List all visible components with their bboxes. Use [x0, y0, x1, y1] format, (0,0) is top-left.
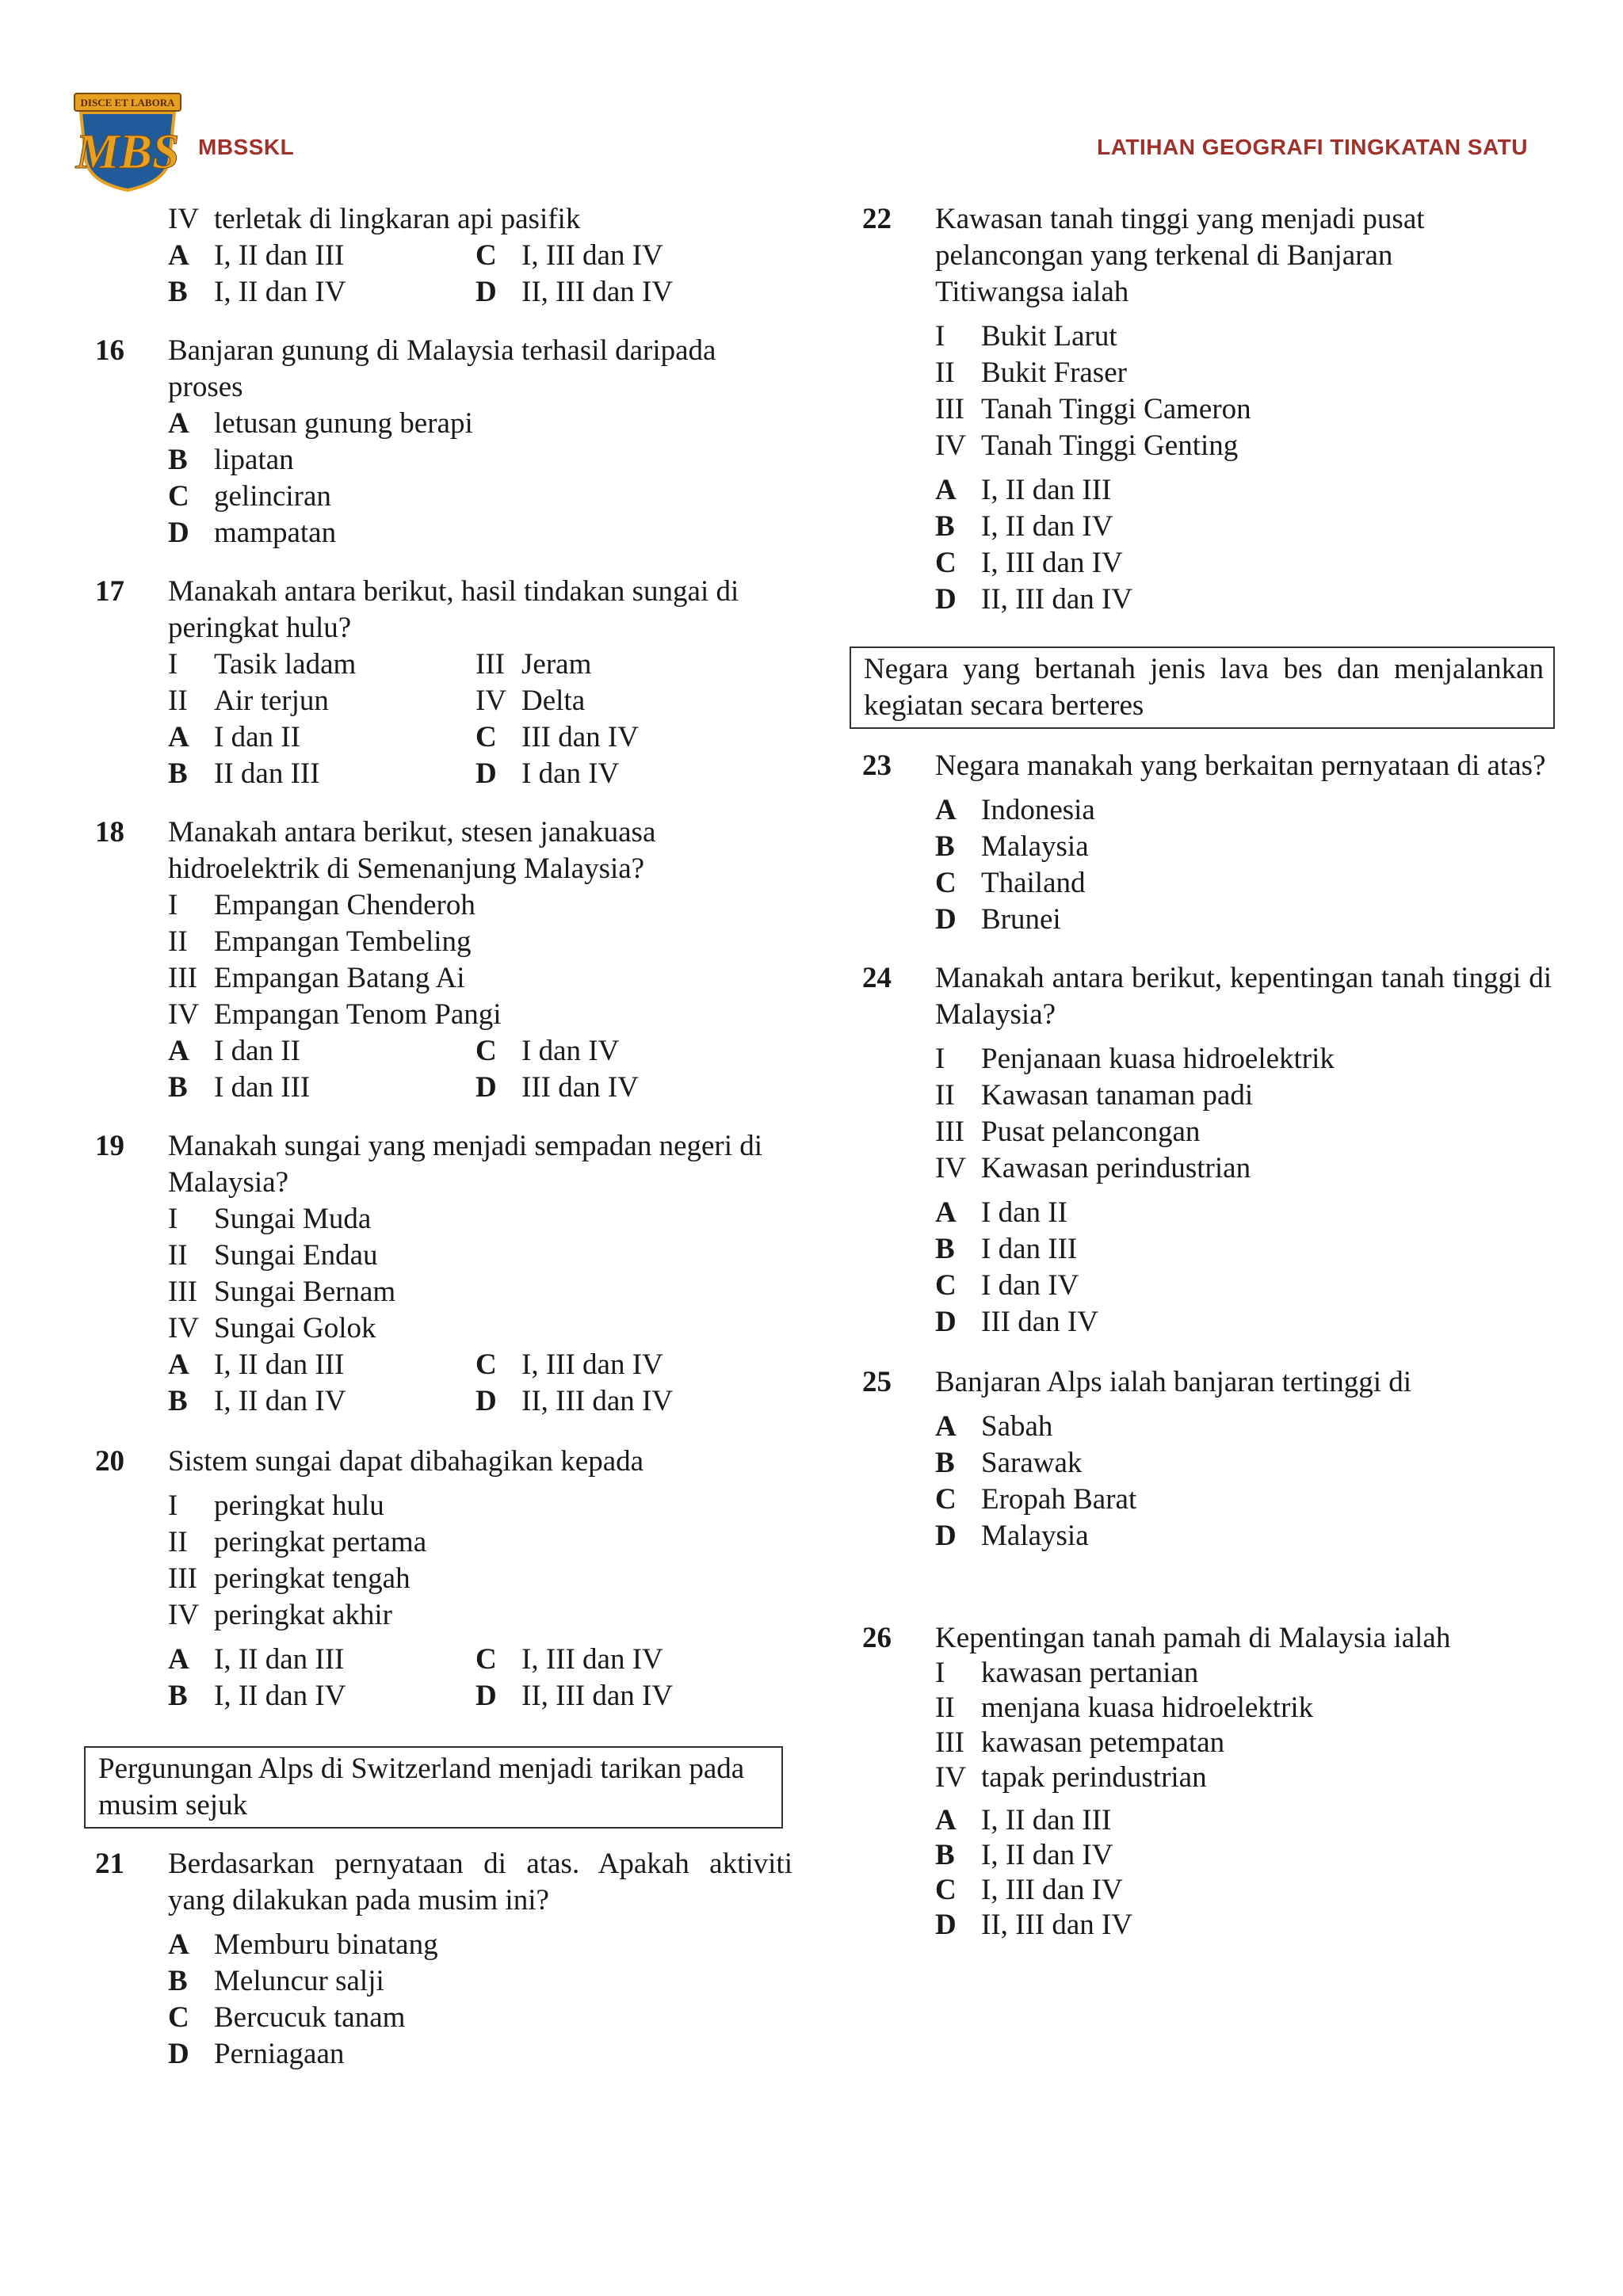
- roman-item: [935, 1760, 1552, 1795]
- left-column: [95, 201, 792, 2073]
- roman-label: III: [475, 648, 505, 681]
- option-b[interactable]: [935, 829, 1552, 865]
- roman-text: Sungai Endau: [214, 1239, 378, 1272]
- option-label: B: [935, 1447, 955, 1479]
- question-number: 24: [862, 962, 892, 994]
- roman-label: II: [168, 925, 188, 958]
- roman-label: II: [935, 1079, 955, 1112]
- question-stem: Kepentingan tanah pamah di Malaysia ialah: [935, 1622, 1451, 1654]
- option-b[interactable]: [168, 1070, 475, 1106]
- option-text: Brunei: [981, 903, 1061, 936]
- option-a[interactable]: [168, 1927, 792, 1963]
- option-label: C: [168, 480, 189, 513]
- option-text: II, III dan IV: [981, 1909, 1133, 1941]
- option-label: C: [475, 1035, 497, 1067]
- roman-label: IV: [168, 998, 200, 1031]
- option-d[interactable]: [475, 1678, 792, 1714]
- roman-text: Bukit Larut: [981, 320, 1117, 353]
- option-label: A: [935, 1804, 957, 1836]
- option-d[interactable]: [168, 515, 792, 551]
- logo-letters: MBS: [75, 125, 180, 179]
- option-d[interactable]: [475, 1070, 792, 1106]
- roman-text: kawasan petempatan: [981, 1726, 1225, 1759]
- option-label: C: [935, 1483, 957, 1516]
- option-text: I, II dan III: [981, 474, 1112, 506]
- option-text: II, III dan IV: [521, 276, 674, 308]
- right-column: [862, 201, 1552, 1943]
- roman-label: II: [168, 685, 188, 717]
- option-label: D: [935, 1520, 957, 1552]
- roman-label: I: [935, 1043, 945, 1075]
- options-grid: [168, 1033, 792, 1106]
- option-d[interactable]: [475, 1383, 792, 1420]
- roman-item: [168, 683, 475, 719]
- roman-label: IV: [475, 685, 507, 717]
- roman-item: [168, 1488, 792, 1524]
- roman-item: [935, 1691, 1552, 1726]
- roman-text: Delta: [521, 685, 586, 717]
- question-stem: Kawasan tanah tinggi yang menjadi pusat pelancongan yang terkenal di Banjaran Titiwangsa ialah: [935, 203, 1425, 308]
- roman-item: [935, 1656, 1552, 1691]
- option-a[interactable]: [935, 1803, 1552, 1838]
- option-label: B: [935, 510, 955, 543]
- option-text: lipatan: [214, 444, 294, 476]
- roman-text: Sungai Bernam: [214, 1276, 396, 1308]
- option-label: B: [935, 830, 955, 863]
- option-label: A: [168, 721, 189, 753]
- option-d[interactable]: [935, 1908, 1552, 1943]
- option-label: B: [168, 444, 188, 476]
- question-number: 17: [95, 575, 124, 608]
- option-text: I dan II: [214, 721, 300, 753]
- option-label: A: [935, 1410, 957, 1443]
- roman-label: I: [168, 1203, 178, 1235]
- roman-label: III: [168, 1562, 197, 1595]
- option-text: I, III dan IV: [981, 547, 1123, 579]
- option-label: D: [475, 1680, 497, 1712]
- roman-item: [168, 201, 792, 238]
- question-19: [95, 1128, 792, 1420]
- roman-item: [168, 646, 475, 683]
- option-text: I, II dan III: [214, 239, 345, 272]
- roman-text: terletak di lingkaran api pasifik: [214, 203, 581, 235]
- option-label: B: [168, 1965, 188, 1997]
- roman-item: [935, 1114, 1552, 1150]
- option-text: Thailand: [981, 867, 1086, 899]
- roman-label: III: [935, 1116, 964, 1148]
- option-text: I dan IV: [521, 757, 620, 790]
- option-label: D: [935, 903, 957, 936]
- option-text: I, II dan IV: [981, 510, 1113, 543]
- option-text: letusan gunung berapi: [214, 407, 473, 440]
- question-number: 26: [862, 1622, 892, 1654]
- roman-label: III: [935, 393, 964, 425]
- question-stem: Berdasarkan pernyataan di atas. Apakah aktiviti yang dilakukan pada musim ini?: [168, 1848, 792, 1917]
- option-label: C: [935, 1269, 957, 1302]
- option-text: Perniagaan: [214, 2038, 345, 2070]
- options-grid: [168, 238, 792, 311]
- option-text: II dan III: [214, 757, 320, 790]
- option-text: I, III dan IV: [981, 1874, 1123, 1906]
- option-label: D: [475, 1385, 497, 1417]
- roman-label: III: [168, 1276, 197, 1308]
- option-label: A: [168, 1348, 189, 1381]
- option-text: Memburu binatang: [214, 1928, 438, 1961]
- roman-text: Sungai Muda: [214, 1203, 372, 1235]
- option-d[interactable]: [475, 274, 792, 311]
- option-text: II, III dan IV: [521, 1680, 674, 1712]
- question-stem: Manakah sungai yang menjadi sempadan negeri di Malaysia?: [168, 1130, 763, 1199]
- roman-text: peringkat akhir: [214, 1599, 392, 1631]
- roman-label: IV: [168, 203, 200, 235]
- question-26: [862, 1621, 1552, 1943]
- roman-item: [168, 1310, 792, 1347]
- option-a[interactable]: [935, 1409, 1552, 1445]
- question-16: [95, 333, 792, 551]
- roman-text: kawasan pertanian: [981, 1657, 1199, 1689]
- option-text: I dan IV: [981, 1269, 1079, 1302]
- question-number: 19: [95, 1130, 124, 1162]
- question-stem: Banjaran Alps ialah banjaran tertinggi di: [935, 1366, 1412, 1398]
- option-b[interactable]: [168, 442, 792, 479]
- option-label: B: [168, 1385, 188, 1417]
- question-15-continued: [95, 201, 792, 311]
- option-a[interactable]: [935, 1195, 1552, 1231]
- option-label: A: [935, 474, 957, 506]
- option-d[interactable]: [475, 756, 792, 792]
- option-text: Eropah Barat: [981, 1483, 1137, 1516]
- roman-label: I: [168, 889, 178, 921]
- option-text: III dan IV: [981, 1306, 1098, 1338]
- roman-text: Empangan Tembeling: [214, 925, 472, 958]
- option-text: Malaysia: [981, 1520, 1089, 1552]
- option-text: I, III dan IV: [521, 1643, 663, 1676]
- option-a[interactable]: [935, 472, 1552, 509]
- roman-label: IV: [168, 1312, 200, 1344]
- option-text: I, II dan IV: [214, 1385, 346, 1417]
- option-text: II, III dan IV: [521, 1385, 674, 1417]
- roman-label: I: [168, 648, 178, 681]
- option-b[interactable]: [168, 756, 475, 792]
- logo-motto: DISCE ET LABORA: [80, 97, 175, 109]
- option-a[interactable]: [935, 792, 1552, 829]
- roman-item: [168, 887, 792, 924]
- option-c[interactable]: [935, 1873, 1552, 1908]
- statement-box: Pergunungan Alps di Switzerland menjadi tarikan pada musim sejuk: [84, 1746, 783, 1829]
- page-title: LATIHAN GEOGRAFI TINGKATAN SATU: [1097, 135, 1528, 159]
- roman-text: Penjanaan kuasa hidroelektrik: [981, 1043, 1335, 1075]
- roman-text: Pusat pelancongan: [981, 1116, 1201, 1148]
- roman-label: I: [935, 1657, 945, 1689]
- option-b[interactable]: [935, 1231, 1552, 1268]
- roman-label: II: [935, 1691, 955, 1724]
- school-name: MBSSKL: [198, 135, 295, 159]
- option-a[interactable]: [168, 719, 475, 756]
- question-number: 23: [862, 749, 892, 782]
- option-c[interactable]: [475, 1347, 792, 1383]
- roman-text: peringkat tengah: [214, 1562, 411, 1595]
- option-b[interactable]: [168, 1383, 475, 1420]
- option-label: D: [168, 517, 189, 549]
- option-label: D: [168, 2038, 189, 2070]
- option-text: I dan II: [214, 1035, 300, 1067]
- option-a[interactable]: [168, 406, 792, 442]
- option-text: mampatan: [214, 517, 337, 549]
- option-label: B: [935, 1839, 955, 1871]
- option-d[interactable]: [935, 1518, 1552, 1554]
- question-stem: Banjaran gunung di Malaysia terhasil daripada proses: [168, 334, 716, 403]
- options-grid: [168, 719, 792, 792]
- option-d[interactable]: [168, 2036, 792, 2073]
- roman-item: [475, 683, 792, 719]
- question-25: [862, 1364, 1552, 1554]
- roman-label: IV: [935, 429, 967, 462]
- roman-label: IV: [168, 1599, 200, 1631]
- question-24: [862, 960, 1552, 1341]
- option-text: I, II dan III: [214, 1348, 345, 1381]
- option-label: A: [935, 1196, 957, 1229]
- roman-text: peringkat pertama: [214, 1526, 427, 1558]
- roman-text: Kawasan perindustrian: [981, 1152, 1251, 1184]
- roman-item: [935, 1041, 1552, 1077]
- option-label: C: [168, 2001, 189, 2034]
- question-stem: Manakah antara berikut, stesen janakuasa hidroelektrik di Semenanjung Malaysia?: [168, 816, 656, 885]
- roman-text: Empangan Tenom Pangi: [214, 998, 502, 1031]
- school-logo: [73, 89, 182, 193]
- option-label: B: [935, 1233, 955, 1265]
- option-b[interactable]: [168, 1963, 792, 2000]
- roman-item: [935, 1150, 1552, 1187]
- option-label: D: [935, 583, 957, 616]
- roman-text: Tanah Tinggi Cameron: [981, 393, 1251, 425]
- option-a[interactable]: [168, 238, 475, 274]
- option-label: B: [168, 757, 188, 790]
- option-text: I, II dan IV: [214, 1680, 346, 1712]
- option-label: B: [168, 276, 188, 308]
- roman-label: III: [168, 962, 197, 994]
- option-text: Indonesia: [981, 794, 1095, 826]
- roman-text: Tasik ladam: [214, 648, 357, 681]
- roman-text: Air terjun: [214, 685, 329, 717]
- roman-label: IV: [935, 1152, 967, 1184]
- option-c[interactable]: [475, 719, 792, 756]
- option-text: III dan IV: [521, 1071, 639, 1104]
- option-label: C: [475, 239, 497, 272]
- roman-item: [168, 960, 792, 997]
- roman-text: Empangan Batang Ai: [214, 962, 465, 994]
- roman-item: [168, 1524, 792, 1561]
- roman-label: III: [935, 1726, 964, 1759]
- option-label: C: [475, 1643, 497, 1676]
- option-label: B: [168, 1071, 188, 1104]
- option-d[interactable]: [935, 582, 1552, 618]
- option-label: D: [475, 1071, 497, 1104]
- roman-text: tapak perindustrian: [981, 1761, 1207, 1794]
- option-label: A: [168, 407, 189, 440]
- option-label: A: [935, 794, 957, 826]
- option-c[interactable]: [168, 479, 792, 515]
- roman-item: [935, 391, 1552, 428]
- option-label: D: [475, 757, 497, 790]
- option-label: D: [935, 1909, 957, 1941]
- option-c[interactable]: [475, 1033, 792, 1070]
- question-stem: Manakah antara berikut, hasil tindakan sungai di peringkat hulu?: [168, 575, 739, 644]
- option-text: I, III dan IV: [521, 239, 663, 272]
- option-text: I dan III: [214, 1071, 311, 1104]
- question-stem: Negara manakah yang berkaitan pernyataan di atas?: [935, 749, 1546, 782]
- option-b[interactable]: [168, 274, 475, 311]
- option-c[interactable]: [935, 1482, 1552, 1518]
- roman-text: menjana kuasa hidroelektrik: [981, 1691, 1314, 1724]
- option-label: A: [168, 1928, 189, 1961]
- option-text: I dan III: [981, 1233, 1078, 1265]
- option-text: Bercucuk tanam: [214, 2001, 406, 2034]
- roman-item: [168, 1274, 792, 1310]
- option-a[interactable]: [168, 1347, 475, 1383]
- roman-item: [168, 924, 792, 960]
- question-17: [95, 574, 792, 792]
- option-text: gelinciran: [214, 480, 331, 513]
- roman-item: [935, 1077, 1552, 1114]
- roman-item: [168, 1561, 792, 1597]
- roman-text: Bukit Fraser: [981, 357, 1127, 389]
- option-b[interactable]: [935, 1445, 1552, 1482]
- option-text: Sarawak: [981, 1447, 1083, 1479]
- roman-item: [475, 646, 792, 683]
- roman-item: [935, 355, 1552, 391]
- option-c[interactable]: [935, 865, 1552, 902]
- roman-item: [168, 1201, 792, 1238]
- option-label: A: [168, 1035, 189, 1067]
- option-a[interactable]: [168, 1642, 475, 1678]
- option-label: A: [168, 239, 189, 272]
- question-18: [95, 814, 792, 1106]
- option-c[interactable]: [935, 1268, 1552, 1304]
- option-text: Meluncur salji: [214, 1965, 384, 1997]
- roman-text: Tanah Tinggi Genting: [981, 429, 1239, 462]
- option-label: A: [168, 1643, 189, 1676]
- option-label: C: [935, 867, 957, 899]
- roman-text: Jeram: [521, 648, 592, 681]
- option-text: I, II dan III: [214, 1643, 345, 1676]
- option-label: C: [475, 1348, 497, 1381]
- question-22: [862, 201, 1552, 618]
- roman-label: II: [935, 357, 955, 389]
- option-label: C: [935, 547, 957, 579]
- option-c[interactable]: [475, 238, 792, 274]
- roman-text: peringkat hulu: [214, 1489, 384, 1522]
- option-text: II, III dan IV: [981, 583, 1133, 616]
- question-number: 18: [95, 816, 124, 849]
- option-b[interactable]: [935, 509, 1552, 545]
- option-d[interactable]: [935, 902, 1552, 938]
- option-text: I, III dan IV: [521, 1348, 663, 1381]
- roman-item: [935, 318, 1552, 355]
- option-text: Sabah: [981, 1410, 1053, 1443]
- roman-item: [168, 997, 792, 1033]
- statement-box: Negara yang bertanah jenis lava bes dan menjalankan kegiatan secara berteres: [850, 646, 1555, 729]
- roman-label: II: [168, 1526, 188, 1558]
- option-d[interactable]: [935, 1304, 1552, 1341]
- roman-label: I: [168, 1489, 178, 1522]
- option-text: I dan IV: [521, 1035, 620, 1067]
- question-number: 22: [862, 203, 892, 235]
- question-number: 20: [95, 1445, 124, 1478]
- question-20: [95, 1444, 792, 1714]
- option-label: D: [475, 276, 497, 308]
- option-text: I dan II: [981, 1196, 1067, 1229]
- option-a[interactable]: [168, 1033, 475, 1070]
- options-grid: [168, 1347, 792, 1420]
- option-c[interactable]: [935, 545, 1552, 582]
- option-text: I, II dan IV: [981, 1839, 1113, 1871]
- option-c[interactable]: [475, 1642, 792, 1678]
- roman-text: Kawasan tanaman padi: [981, 1079, 1254, 1112]
- roman-text: Empangan Chenderoh: [214, 889, 475, 921]
- roman-item: [935, 1726, 1552, 1760]
- question-number: 21: [95, 1848, 124, 1880]
- roman-label: II: [168, 1239, 188, 1272]
- option-text: III dan IV: [521, 721, 639, 753]
- roman-label: IV: [935, 1761, 967, 1794]
- question-23: [862, 748, 1552, 938]
- roman-item: [935, 428, 1552, 464]
- roman-text: Sungai Golok: [214, 1312, 376, 1344]
- option-b[interactable]: [168, 1678, 475, 1714]
- option-label: C: [475, 721, 497, 753]
- roman-item: [168, 1597, 792, 1634]
- option-text: I, II dan IV: [214, 276, 346, 308]
- roman-item: [168, 1238, 792, 1274]
- option-c[interactable]: [168, 2000, 792, 2036]
- option-label: B: [168, 1680, 188, 1712]
- option-b[interactable]: [935, 1838, 1552, 1873]
- roman-label: I: [935, 320, 945, 353]
- question-stem: Sistem sungai dapat dibahagikan kepada: [168, 1445, 644, 1478]
- option-text: Malaysia: [981, 830, 1089, 863]
- option-label: D: [935, 1306, 957, 1338]
- question-21: [95, 1846, 792, 2073]
- question-number: 25: [862, 1366, 892, 1398]
- question-number: 16: [95, 334, 124, 367]
- options-grid: [168, 1642, 792, 1714]
- roman-grid: [168, 646, 792, 719]
- option-text: I, II dan III: [981, 1804, 1112, 1836]
- question-stem: Manakah antara berikut, kepentingan tanah tinggi di Malaysia?: [935, 962, 1552, 1031]
- option-label: C: [935, 1874, 957, 1906]
